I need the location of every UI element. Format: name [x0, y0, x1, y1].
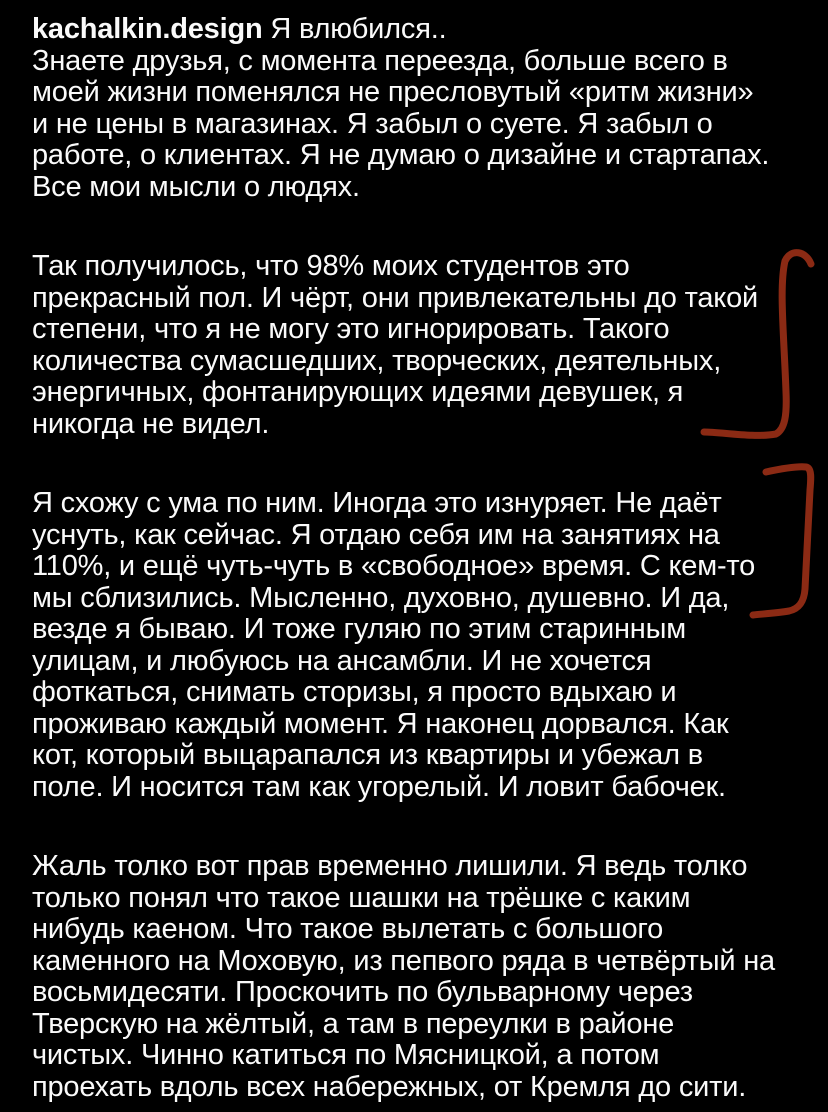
username-link[interactable]: kachalkin.design — [32, 13, 263, 45]
caption-line: Жаль толко вот прав временно лишили. Я ведь толко — [32, 850, 748, 882]
caption-line: энергичных, фонтанирующих идеями девушек, я — [32, 376, 684, 408]
caption-paragraph-4 — [32, 851, 798, 1103]
caption-line: Знаете друзья, с момента переезда, больше всего в — [32, 44, 728, 77]
caption-line: улицам, и любуюсь на ансамбли. И не хочется — [32, 644, 652, 677]
caption-paragraph-2 — [32, 251, 798, 440]
caption-line: Я схожу с ума по ним. Иногда это изнуряет. Не даёт — [32, 487, 722, 519]
caption-text — [32, 46, 798, 1104]
caption — [32, 14, 798, 1103]
caption-line: кот, который выцарапался из квартиры и убежал в — [32, 739, 703, 771]
caption-line: количества сумасшедших, творческих, деятельных, — [32, 344, 722, 377]
caption-paragraph-3 — [32, 488, 798, 803]
post-title: Я влюбился.. — [270, 13, 447, 45]
caption-line: нибудь каеном. Что такое вылетать с большого — [32, 913, 664, 945]
caption-line: фоткаться, снимать сторизы, я просто вдыхаю и — [32, 676, 677, 708]
caption-line: мы сблизились. Мысленно, духовно, душевно. И да, — [32, 581, 730, 614]
caption-line: восьмидесяти. Проскочить по бульварному через — [32, 976, 693, 1008]
caption-line: никогда не видел. — [32, 407, 270, 440]
caption-line: везде я бываю. И тоже гуляю по этим старинным — [32, 613, 686, 645]
caption-line: только понял что такое шашки на трёшке с каким — [32, 881, 691, 914]
caption-line: уснуть, как сейчас. Я отдаю себя им на занятиях на — [32, 518, 720, 551]
caption-line: Все мои мысли о людях. — [32, 170, 360, 203]
caption-line: каменного на Моховую, из пепвого ряда в четвёртый на — [32, 944, 775, 977]
caption-line: Так получилось, что 98% моих студентов это — [32, 250, 630, 282]
caption-line: проехать вдоль всех набережных, от Кремля до сити. — [32, 1070, 747, 1103]
caption-paragraph-1 — [32, 46, 798, 204]
caption-line: степени, что я не могу это игнорировать. Такого — [32, 313, 670, 345]
caption-line: моей жизни поменялся не пресловутый «ритм жизни» — [32, 76, 754, 108]
caption-line: Тверскую на жёлтый, а там в переулки в районе — [32, 1007, 675, 1040]
caption-line: прекрасный пол. И чёрт, они привлекательны до такой — [32, 281, 759, 314]
caption-line: проживаю каждый момент. Я наконец дорвался. Как — [32, 707, 729, 740]
caption-line: 110%, и ещё чуть-чуть в «свободное» время. С кем-то — [32, 550, 756, 582]
caption-line: работе, о клиентах. Я не думаю о дизайне и стартапах. — [32, 139, 770, 171]
caption-header-line — [32, 14, 798, 46]
caption-line: чистых. Чинно катиться по Мясницкой, а потом — [32, 1039, 660, 1071]
caption-line: поле. И носится там как угорелый. И ловит бабочек. — [32, 770, 726, 803]
caption-line: и не цены в магазинах. Я забыл о суете. Я забыл о — [32, 107, 713, 140]
